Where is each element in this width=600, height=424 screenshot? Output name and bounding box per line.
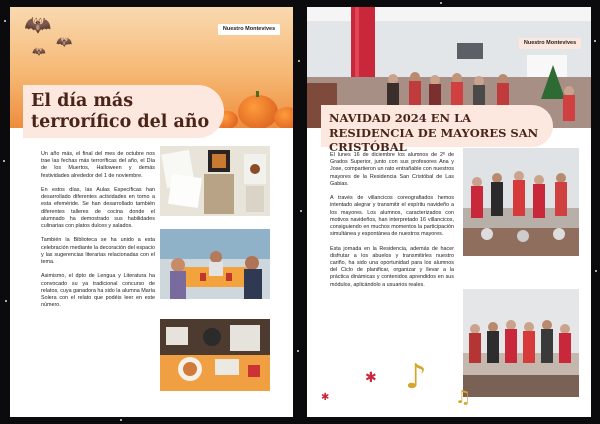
page-title: El día más terrorífico del año [23,85,224,138]
cooking-workshop-photo [160,319,270,391]
pumpkin-icon [274,107,293,128]
publication-tag: Nuestro Montevives [218,24,280,35]
music-note-icon: ♪ [405,357,427,397]
pumpkin-icon [238,95,278,128]
pumpkin-stem [256,91,259,97]
star [3,160,5,162]
article-paragraph: Asimismo, el dpto de Lengua y Literatura ha convocado su ya tradicional concurso de relatos, cuya ganadora ha sido la alumna María Solera con el relato que podéis leer en este número. [41,273,155,309]
article-paragraph: Un año más, el final del mes de octubre nos trae las fechas más terroríficas del año, el Día de los Muertos, Halloween y demás festividades alrededor del 1 de noviembre. [41,151,155,179]
article-body [41,151,155,317]
snowflake-icon: ✱ [321,392,330,403]
star [120,419,122,421]
page-title: NAVIDAD 2024 EN LA RESIDENCIA DE MAYORES SAN CRISTÓBAL [321,105,553,147]
article-paragraph: Esta jornada en la Residencia, además de hacer disfrutar a los abuelos y transmitirles nuestro cariño, ha sido una oportunidad para los alumnos del Ciclo de planificar, organizar y llevar a la práctica dinámicas y contenidos aprendidos en sus módulos, aplicándolo a usuarios reales. [330,245,454,288]
classroom-cooking-photo [160,229,270,299]
star [595,270,597,272]
star [300,210,302,212]
article-paragraph: En estos días, las Aulas Específicas han desarrollado diferentes actividades en torno a esta efeméride. Se han desarrollado también diferentes talleres de cocina donde el alumnado ha demostrado sus habilidades culinarias con platos dulces y salados. [41,187,155,230]
publication-tag: Nuestro Montevives [519,38,581,49]
article-paragraph: A través de villancicos coreografiados hemos intentado alegrar y transmitir el espíritu navideño a los mayores. Los alumnos, caracterizados con motivos navideños, han interpretado 16 villancicos, consiguiendo en muchos momentos la participación simultánea y espontánea de nuestros mayores. [330,195,454,238]
christmas-dance-photo [463,148,579,256]
star [5,300,7,302]
library-display-photo [160,146,270,216]
star [4,20,6,22]
bat-icon: 🦇 [24,13,52,38]
music-note-icon: ♫ [455,387,472,408]
bat-icon: 🦇 [32,45,46,58]
christmas-page [307,7,591,417]
star [440,2,442,4]
article-paragraph: El lunes 16 de diciembre los alumnos de 2º de Grados Superior, junto con sus profesores Ana y Jose, compartieron un rato entrañable con nuestros mayores de la Residencia San Cristóbal de Las Gabias. [330,152,454,187]
christmas-group-photo [463,289,579,397]
halloween-page [10,7,293,417]
star [297,350,299,352]
snowflake-icon: ✱ [365,370,377,386]
star [298,60,300,62]
article-paragraph: También la Biblioteca se ha unido a esta celebración mediante la decoración del espacio y las sugerencias literarias relacionadas con el tema. [41,237,155,266]
article-body [330,152,454,296]
bat-icon: 🦇 [56,35,73,50]
star [594,40,596,42]
